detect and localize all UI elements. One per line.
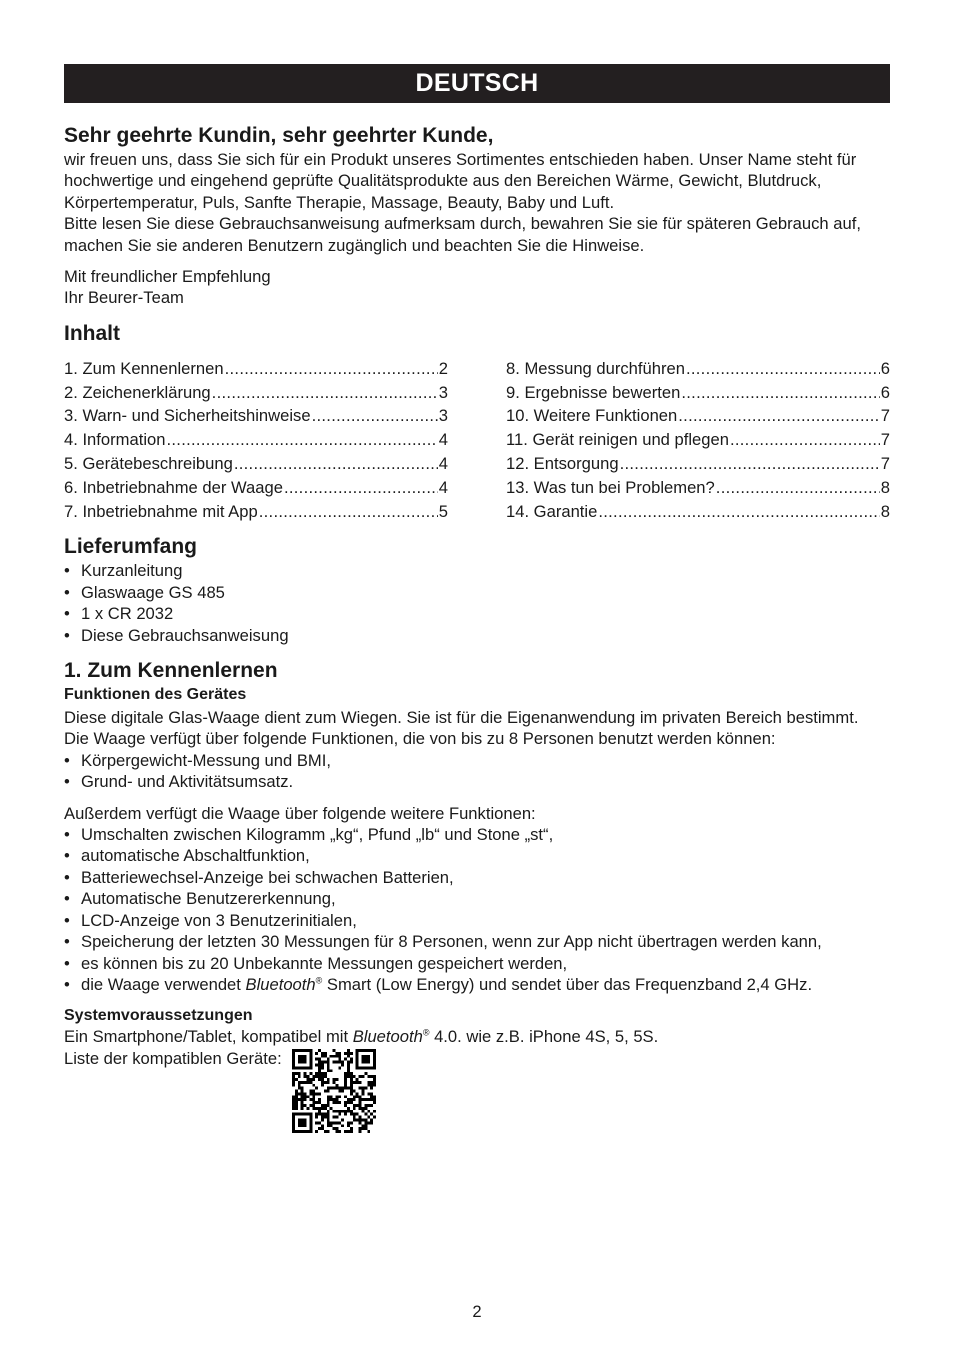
toc-entry-page: 4	[438, 477, 448, 497]
system-requirements-subheading: Systemvoraussetzungen	[64, 1007, 253, 1025]
list-item: • Speicherung der letzten 30 Messungen für 8 Personen, wenn zur App nicht übertragen werden kann,	[64, 931, 890, 952]
section-1-para-3: Außerdem verfügt die Waage über folgende weitere Funktionen:	[64, 803, 536, 823]
toc-entry-label: 3. Warn- und Sicherheitshinweise	[64, 406, 311, 426]
toc-entry[interactable]	[506, 357, 890, 381]
qr-code-icon[interactable]	[292, 1049, 376, 1133]
list-item: • Körpergewicht-Messung und BMI,	[64, 750, 890, 771]
toc-entry[interactable]	[64, 404, 448, 428]
toc-entry[interactable]	[64, 357, 448, 381]
further-functions-list	[64, 824, 890, 995]
toc-leader-dots	[234, 452, 438, 476]
toc-entry[interactable]	[506, 404, 890, 428]
toc-entry-page: 3	[438, 382, 448, 402]
toc-entry-label: 1. Zum Kennenlernen	[64, 358, 224, 378]
closing-line-1: Mit freundlicher Empfehlung	[64, 267, 271, 287]
toc-entry-label: 5. Gerätebeschreibung	[64, 454, 233, 474]
toc-entry-page: 5	[438, 501, 448, 521]
greeting-heading: Sehr geehrte Kundin, sehr geehrter Kunde,	[64, 124, 494, 147]
toc-entry-label: 6. Inbetriebnahme der Waage	[64, 477, 283, 497]
toc-entry-page: 7	[880, 454, 890, 474]
toc-leader-dots	[730, 428, 880, 452]
list-item-bluetooth: • die Waage verwendet Bluetooth® Smart (Low Energy) und sendet über das Frequenzband 2,4 GHz.	[64, 974, 890, 995]
list-item: • 1 x CR 2032	[64, 603, 890, 624]
list-item: • es können bis zu 20 Unbekannte Messungen gespeichert werden,	[64, 953, 890, 974]
toc-entry-page: 6	[880, 358, 890, 378]
list-item: • Glaswaage GS 485	[64, 582, 890, 603]
toc-leader-dots	[284, 476, 438, 500]
toc-leader-dots	[678, 404, 880, 428]
toc-leader-dots	[166, 428, 437, 452]
toc-leader-dots	[212, 381, 438, 405]
toc-entry[interactable]	[506, 428, 890, 452]
list-item: • automatische Abschaltfunktion,	[64, 845, 890, 866]
functions-list	[64, 750, 890, 793]
toc-entry-label: 10. Weitere Funktionen	[506, 406, 678, 426]
toc-entry-label: 9. Ergebnisse bewerten	[506, 382, 681, 402]
toc-entry[interactable]	[506, 381, 890, 405]
toc-entry-page: 2	[438, 358, 448, 378]
toc-leader-dots	[598, 500, 879, 524]
section-1-heading: 1. Zum Kennenlernen	[64, 659, 278, 683]
scope-list	[64, 560, 890, 646]
table-of-contents	[64, 357, 890, 524]
toc-column-right	[506, 357, 890, 524]
toc-heading: Inhalt	[64, 321, 120, 345]
list-item: • Umschalten zwischen Kilogramm „kg“, Pfund „lb“ und Stone „st“,	[64, 824, 890, 845]
toc-leader-dots	[716, 476, 880, 500]
system-requirements-text: Ein Smartphone/Tablet, kompatibel mit Bluetooth® 4.0. wie z.B. iPhone 4S, 5, 5S.	[64, 1027, 659, 1047]
compatible-devices-line	[64, 1048, 890, 1133]
toc-entry[interactable]	[64, 452, 448, 476]
list-item: • Automatische Benutzererkennung,	[64, 888, 890, 909]
toc-leader-dots	[259, 500, 438, 524]
toc-entry-label: 12. Entsorgung	[506, 454, 619, 474]
toc-entry-label: 14. Garantie	[506, 501, 598, 521]
toc-entry-page: 7	[880, 406, 890, 426]
toc-entry-page: 4	[438, 430, 448, 450]
toc-entry-label: 11. Gerät reinigen und pflegen	[506, 430, 729, 450]
toc-entry-label: 4. Information	[64, 430, 166, 450]
toc-entry-page: 8	[880, 477, 890, 497]
toc-leader-dots	[620, 452, 880, 476]
toc-entry-page: 6	[880, 382, 890, 402]
list-item: • LCD-Anzeige von 3 Benutzerinitialen,	[64, 910, 890, 931]
list-item: • Grund- und Aktivitätsumsatz.	[64, 771, 890, 792]
toc-entry-label: 2. Zeichenerklärung	[64, 382, 211, 402]
language-banner: DEUTSCH	[64, 64, 890, 103]
toc-leader-dots	[681, 381, 879, 405]
compatible-devices-label: Liste der kompatiblen Geräte:	[64, 1048, 282, 1068]
toc-entry-page: 8	[880, 501, 890, 521]
toc-entry[interactable]	[506, 452, 890, 476]
toc-leader-dots	[225, 357, 438, 381]
scope-heading: Lieferumfang	[64, 535, 198, 559]
toc-entry[interactable]	[64, 381, 448, 405]
toc-leader-dots	[312, 404, 438, 428]
toc-entry[interactable]	[64, 476, 448, 500]
toc-entry-label: 7. Inbetriebnahme mit App	[64, 501, 258, 521]
toc-column-left	[64, 357, 448, 524]
toc-entry[interactable]	[64, 500, 448, 524]
list-item: • Batteriewechsel-Anzeige bei schwachen Batterien,	[64, 867, 890, 888]
toc-leader-dots	[686, 357, 880, 381]
greeting-para-1: wir freuen uns, dass Sie sich für ein Produkt unseres Sortimentes entschieden haben. Unser Name steht für hochwertige und eingehend geprüfte Qualitätsprodukte aus den Bereichen Wärme, Gewicht, Blutdruck, Körpertemperatur, Puls, Sanfte Therapie, Massage, Beauty, Baby und Luft.	[64, 150, 857, 212]
toc-entry-label: 8. Messung durchführen	[506, 358, 685, 378]
list-item: • Diese Gebrauchsanweisung	[64, 625, 890, 646]
closing-line-2: Ihr Beurer-Team	[64, 288, 184, 308]
toc-entry[interactable]	[506, 500, 890, 524]
toc-entry-page: 7	[880, 430, 890, 450]
page-number: 2	[472, 1302, 482, 1321]
toc-entry-page: 4	[438, 454, 448, 474]
page	[64, 64, 890, 1133]
toc-entry[interactable]	[64, 428, 448, 452]
toc-entry[interactable]	[506, 476, 890, 500]
toc-entry-label: 13. Was tun bei Problemen?	[506, 477, 715, 497]
list-item: • Kurzanleitung	[64, 560, 890, 581]
section-1-para-2: Die Waage verfügt über folgende Funktionen, die von bis zu 8 Personen benutzt werden können:	[64, 729, 776, 749]
greeting-para-2: Bitte lesen Sie diese Gebrauchsanweisung aufmerksam durch, bewahren Sie sie für späteren Gebrauch auf, machen Sie sie anderen Benutzern zugänglich und beachten Sie die Hinweise.	[64, 214, 861, 255]
section-1-para-1: Diese digitale Glas-Waage dient zum Wiegen. Sie ist für die Eigenanwendung im privaten Bereich bestimmt.	[64, 708, 859, 728]
toc-entry-page: 3	[438, 406, 448, 426]
functions-subheading: Funktionen des Gerätes	[64, 686, 247, 704]
